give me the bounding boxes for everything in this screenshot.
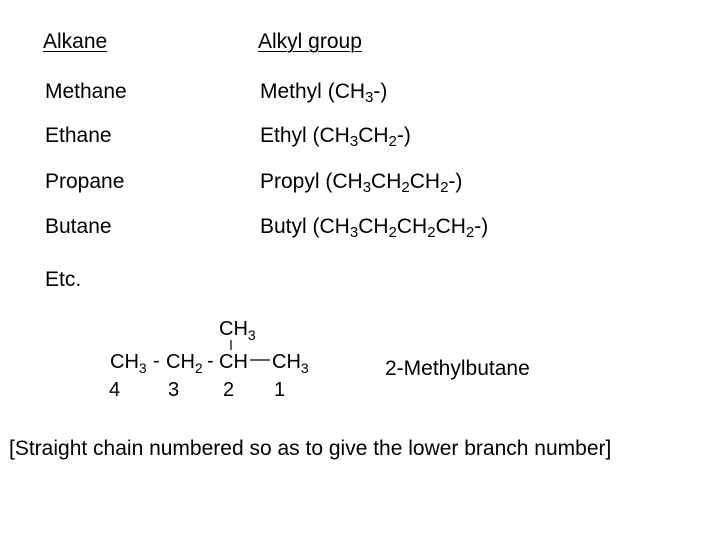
etc-label: Etc. xyxy=(45,268,82,291)
subscript: 3 xyxy=(365,89,374,106)
subscript: 2 xyxy=(388,224,397,241)
alkane-column-header: Alkane xyxy=(43,30,108,53)
numbering-rule-note: [Straight chain numbered so as to give the lower branch number] xyxy=(9,437,612,460)
subscript: 3 xyxy=(349,224,359,241)
alkyl-formula: $CH_3CH_2CH_2-$ xyxy=(332,170,456,196)
alkyl-group-column-header: Alkyl group xyxy=(258,30,362,53)
alkyl-group: Methyl $(CH_3-)$ xyxy=(260,80,388,106)
subscript: 2 xyxy=(388,133,397,150)
alkane-name: Butane xyxy=(45,215,112,238)
bond-dash: - xyxy=(207,350,214,372)
carbon-number: 4 xyxy=(109,379,121,401)
chain-carbon-3: $CH_2$ xyxy=(166,351,203,376)
alkyl-group: Ethyl $(CH_3CH_2-)$ xyxy=(260,124,411,150)
carbon-number: 2 xyxy=(223,379,235,401)
alkane-name: Ethane xyxy=(45,124,112,147)
subscript: 3 xyxy=(362,179,372,196)
alkyl-group: Butyl $(CH_3CH_2CH_2CH_2-)$ xyxy=(260,215,489,241)
alkyl-name: Ethyl xyxy=(260,124,307,147)
subscript: 2 xyxy=(401,179,410,196)
alkyl-name: Methyl xyxy=(260,80,322,103)
alkyl-formula: $CH_3CH_2CH_2CH_2-$ xyxy=(319,215,482,241)
alkane-name: Propane xyxy=(45,170,125,193)
alkyl-name: Butyl xyxy=(260,215,307,238)
carbon-number: 1 xyxy=(274,379,286,401)
branch-methyl: $CH_3$ xyxy=(219,318,256,343)
alkyl-name: Propyl xyxy=(260,170,320,193)
carbon-number: 3 xyxy=(168,379,180,401)
chain-carbon-1: $CH_3$ xyxy=(272,351,309,376)
compound-name: 2-Methylbutane xyxy=(385,357,530,380)
alkyl-formula: $CH_3-$ xyxy=(334,80,381,106)
chain-carbon-2: CH xyxy=(219,351,248,373)
chain-carbon-4: $CH_3$ xyxy=(110,351,147,376)
subscript: 3 xyxy=(349,133,359,150)
subscript: 2 xyxy=(440,179,449,196)
bond-dash: - xyxy=(153,350,160,372)
subscript: 2 xyxy=(465,224,475,241)
subscript: 2 xyxy=(427,224,436,241)
alkyl-group: Propyl $(CH_3CH_2CH_2-)$ xyxy=(260,170,463,196)
alkyl-formula: $CH_3CH_2-$ xyxy=(319,124,404,150)
alkane-name: Methane xyxy=(45,80,127,103)
